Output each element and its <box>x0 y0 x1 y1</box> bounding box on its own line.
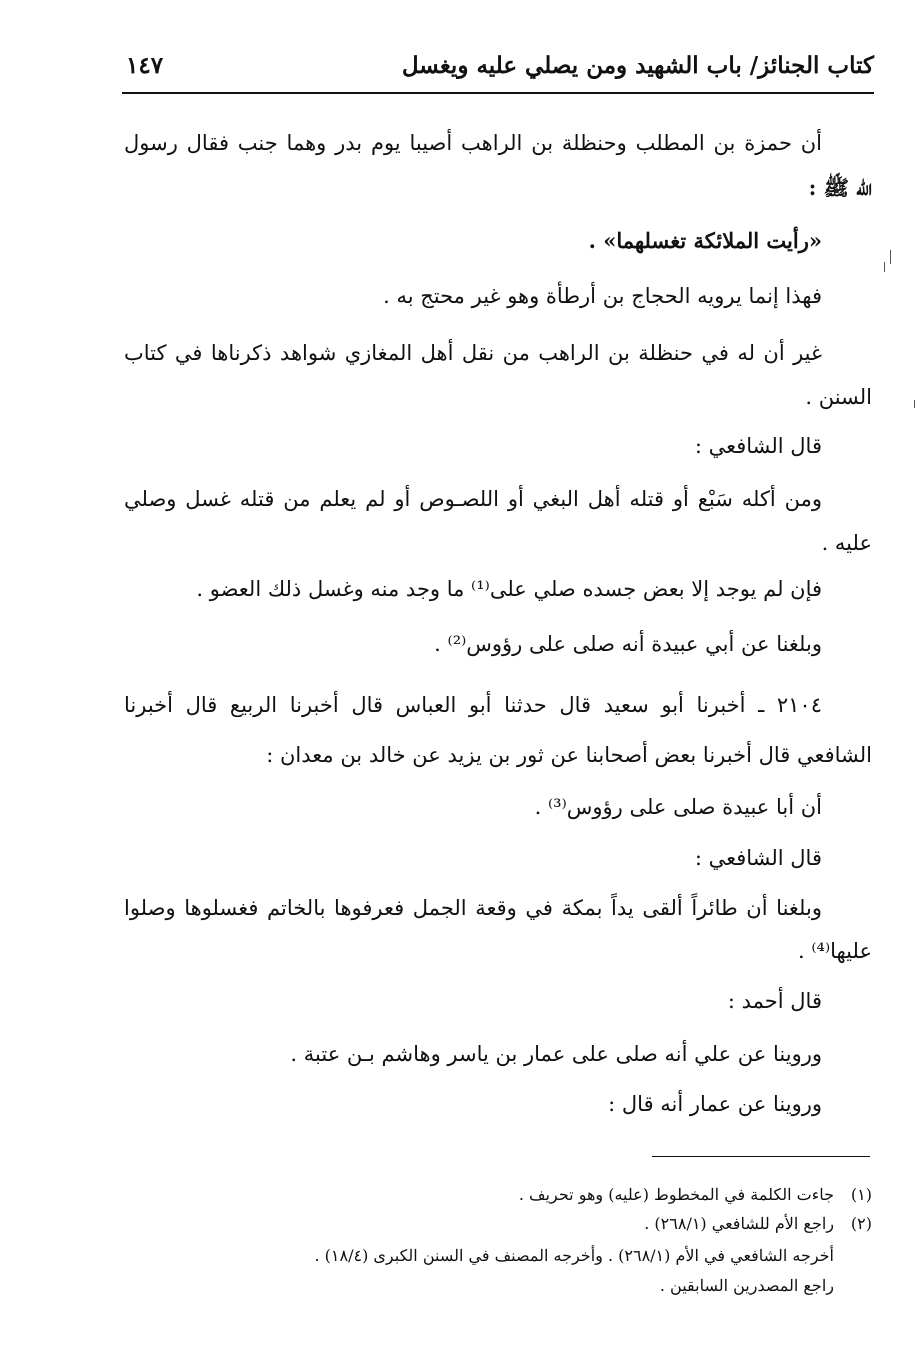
body-line: وبلغنا أن طائراً ألقى يداً بمكة في وقعة الجمل فعرفوها بالخاتم فغسلوها وصلوا <box>124 896 822 920</box>
body-line: «رأيت الملائكة تغسلهما» . <box>588 228 822 253</box>
page-number: ١٤٧ <box>126 52 164 79</box>
footnote-number: (١) <box>850 1185 872 1204</box>
body-line: قال الشافعي : <box>694 434 822 458</box>
body-line: وروينا عن عمار أنه قال : <box>608 1092 822 1116</box>
body-line: ومن أكله سَبْع أو قتله أهل البغي أو اللصـوص أو لم يعلم من قتله غسل وصلي <box>124 487 822 511</box>
scan-mark <box>914 400 915 408</box>
body-line: غير أن له في حنظلة بن الراهب من نقل أهل المغازي شواهد ذكرناها في كتاب <box>124 341 822 365</box>
scan-mark <box>890 250 891 264</box>
footnote-number: (٢) <box>850 1214 872 1233</box>
body-line: وبلغنا عن أبي عبيدة أنه صلى على رؤوس⁽²⁾ . <box>434 632 822 656</box>
body-line: وروينا عن علي أنه صلى على عمار بن ياسر وهاشم بـن عتبة . <box>290 1042 822 1066</box>
body-line: أن أبا عبيدة صلى على رؤوس⁽³⁾ . <box>534 795 822 819</box>
footnote-text: أخرجه الشافعي في الأم (٢٦٨/١) . وأخرجه المصنف في السنن الكبرى (١٨/٤) . <box>314 1246 834 1265</box>
body-line: فهذا إنما يرويه الحجاج بن أرطأة وهو غير محتج به . <box>383 284 822 308</box>
body-line: أن حمزة بن المطلب وحنظلة بن الراهب أصيبا يوم بدر وهما جنب فقال رسول <box>124 131 822 155</box>
body-line: فإن لم يوجد إلا بعض جسده صلي على⁽¹⁾ ما وجد منه وغسل ذلك العضو . <box>196 577 822 601</box>
body-line: قال أحمد : <box>727 989 822 1013</box>
body-line: الله ﷺ : <box>808 175 872 200</box>
body-line: قال الشافعي : <box>694 846 822 870</box>
body-line: الشافعي قال أخبرنا بعض أصحابنا عن ثور بن يزيد عن خالد بن معدان : <box>266 743 872 767</box>
scan-mark <box>884 262 885 272</box>
page-header <box>122 46 874 94</box>
footnote-text: راجع المصدرين السابقين . <box>659 1276 834 1295</box>
body-line: عليها⁽⁴⁾ . <box>798 939 872 963</box>
footnote-text: راجع الأم للشافعي (٢٦٨/١) . <box>644 1214 834 1233</box>
footnote-text: جاءت الكلمة في المخطوط (عليه) وهو تحريف . <box>518 1185 834 1204</box>
body-line: ٢١٠٤ ـ أخبرنا أبو سعيد قال حدثنا أبو العباس قال أخبرنا الربيع قال أخبرنا <box>124 693 822 717</box>
body-line: السنن . <box>805 385 872 409</box>
running-head: كتاب الجنائز/ باب الشهيد ومن يصلي عليه ويغسل <box>401 52 874 79</box>
body-line: عليه . <box>821 531 872 555</box>
footnote-separator <box>652 1156 870 1157</box>
